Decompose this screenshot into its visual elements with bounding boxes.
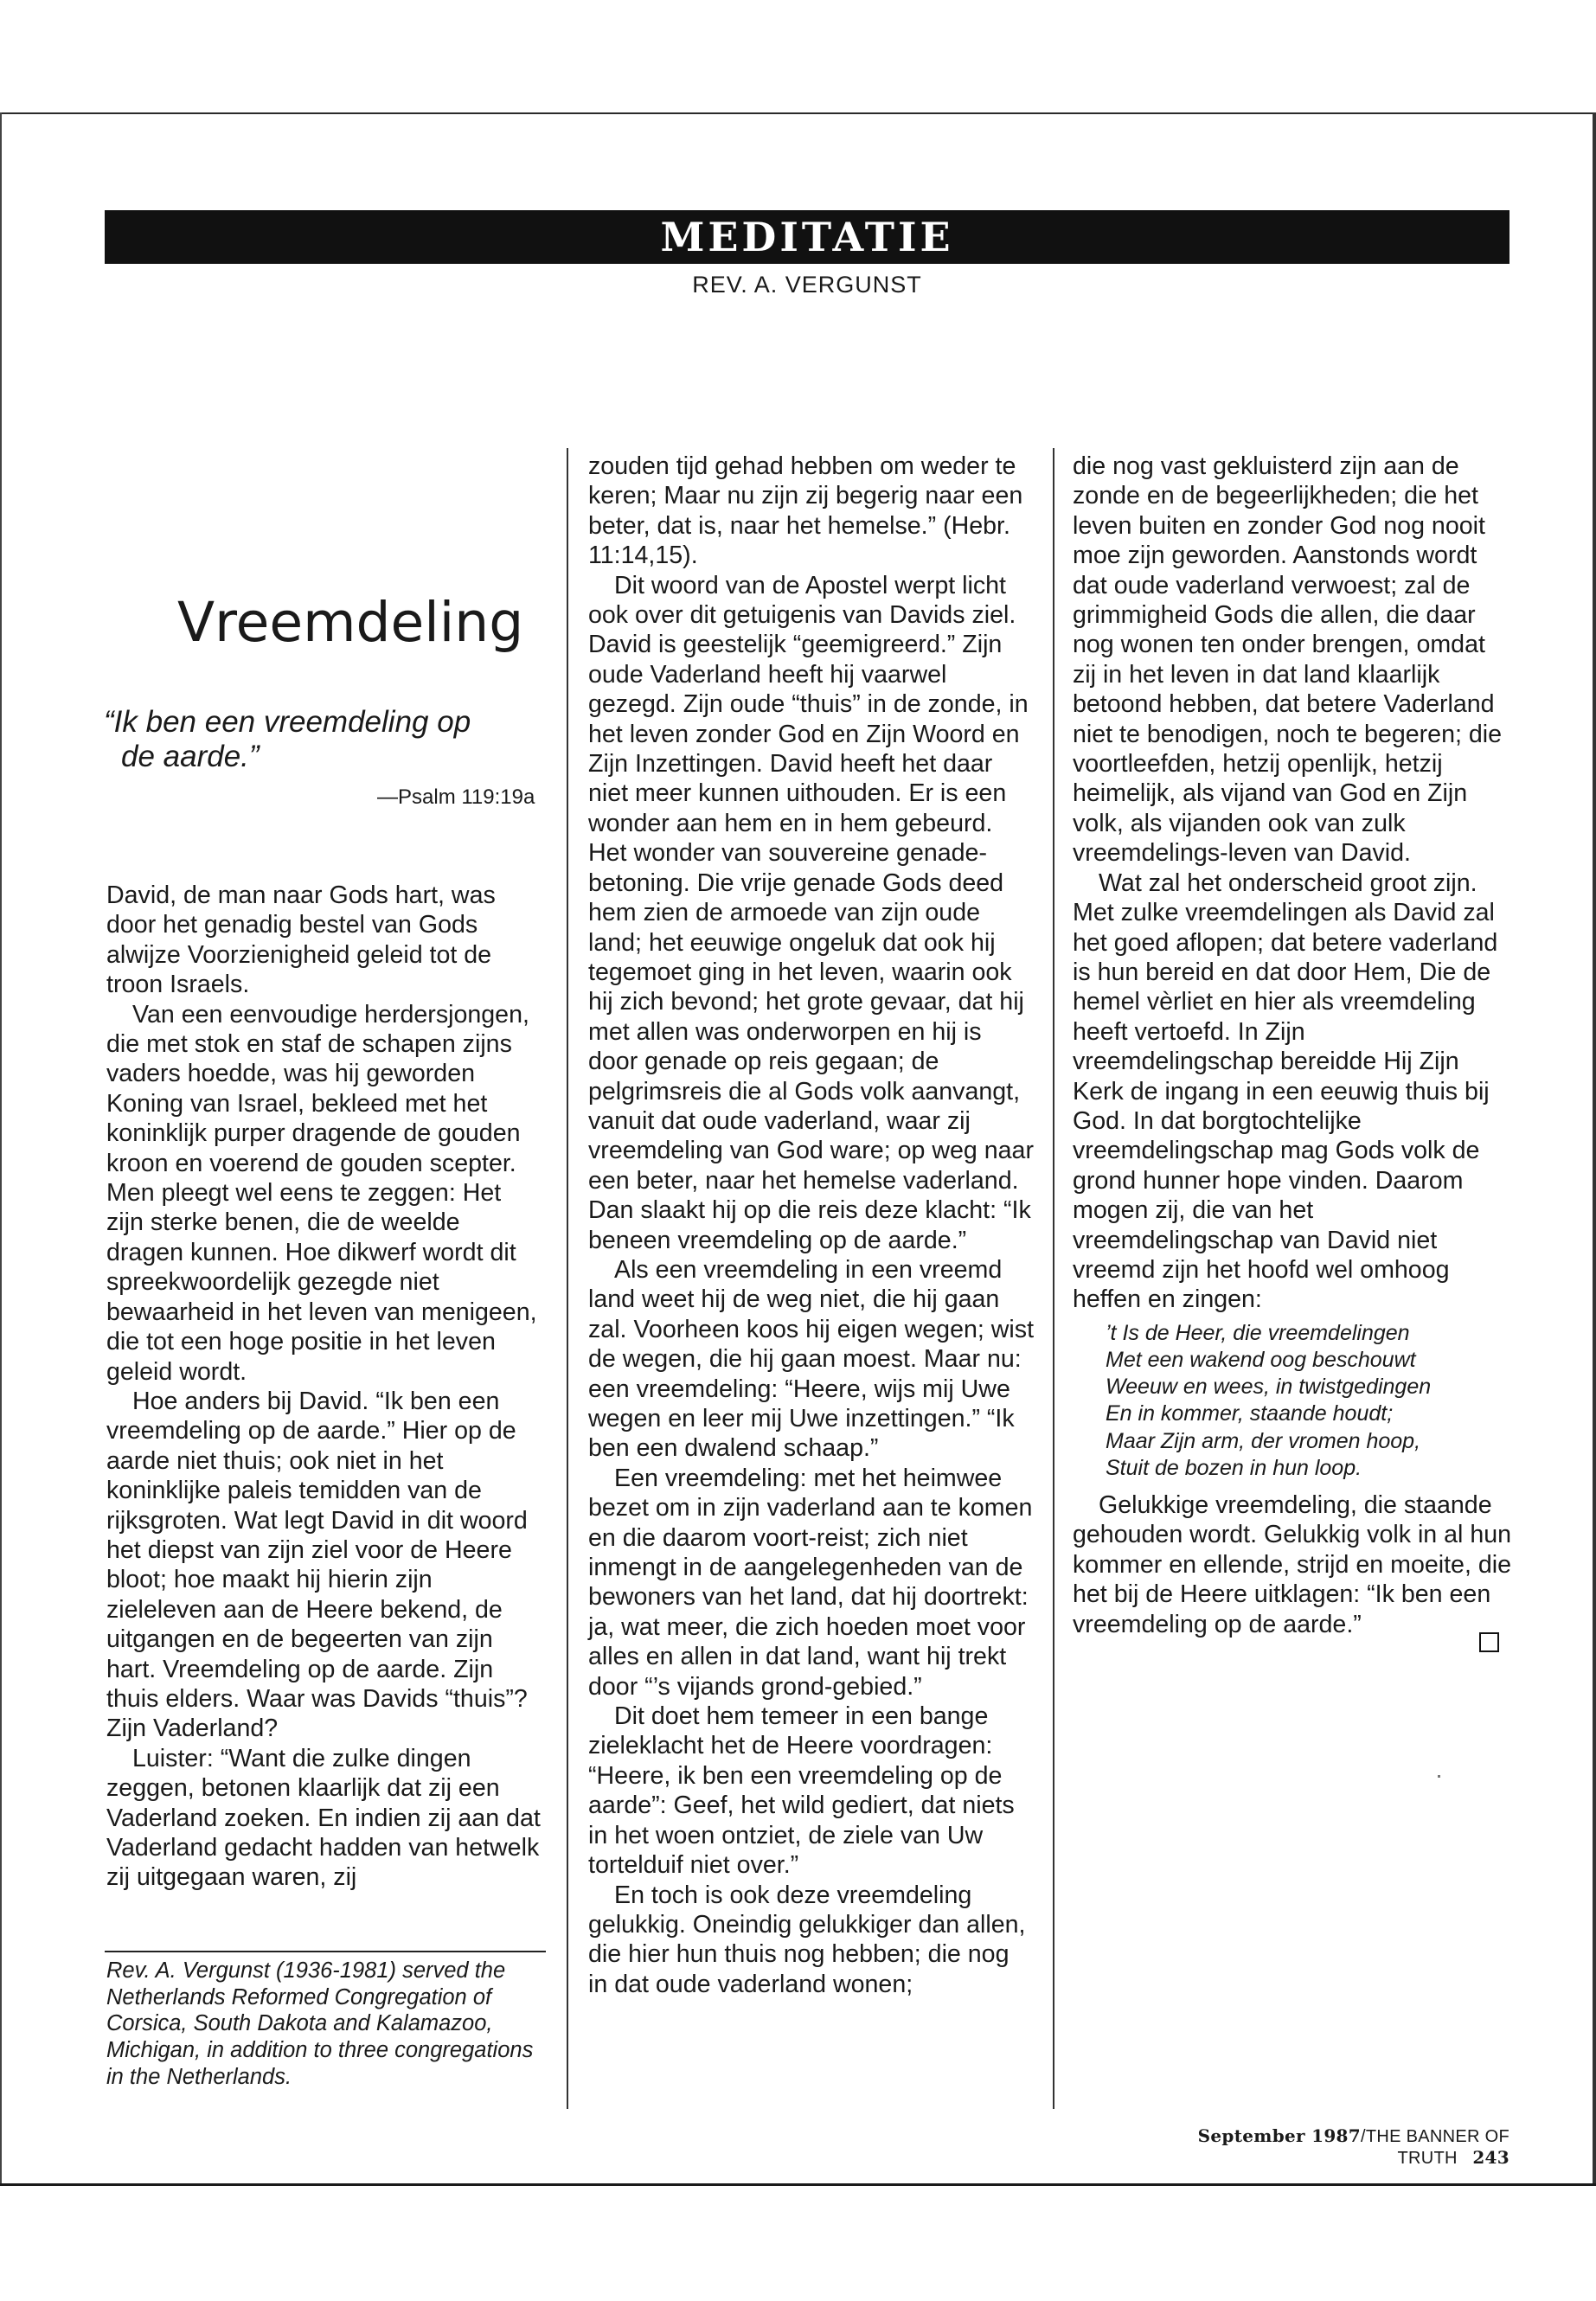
- epigraph-line: de aarde.”: [121, 740, 260, 773]
- section-banner: [105, 210, 1509, 264]
- verse-line: Stuit de bozen in hun loop.: [1106, 1455, 1362, 1480]
- page-number: 243: [1472, 2147, 1509, 2168]
- footer-publication: /THE BANNER OF TRUTH: [1361, 2127, 1509, 2168]
- psalm-verse: [1106, 1320, 1512, 1482]
- end-of-article-square-icon: [1479, 1632, 1499, 1652]
- epigraph-reference: —Psalm 119:19a: [377, 785, 535, 809]
- verse-line: En in kommer, staande houdt;: [1106, 1401, 1394, 1426]
- page-edge-right: [1593, 112, 1596, 2183]
- verse-line: Weeuw en wees, in twistgedingen: [1106, 1375, 1432, 1400]
- author-bio: [106, 1958, 543, 2091]
- page-edge-left: [0, 112, 2, 2183]
- verse-line: ’t Is de Heer, die vreemdelingen: [1106, 1320, 1410, 1345]
- page-edge-top: [0, 112, 1596, 114]
- column-divider: [567, 448, 568, 2109]
- epigraph-line: “Ik ben een vreemdeling op: [104, 705, 471, 739]
- paragraph: Dit doet hem temeer in een bange zieleklacht het de Heere voordragen: “Heere, ik ben een vreemdeling op de aarde”: Geef, het wild gediert, dat niets in het woen ontziet, de ziele van Uw tortelduif niet over.”: [588, 1702, 1015, 1880]
- column-1: [106, 881, 543, 1893]
- paragraph: Dit woord van de Apostel werpt licht ook over dit getuigenis van Davids ziel. David is geestelijk “geemigreerd.” Zijn oude Vaderland heeft hij vaarwel gezegd. Zijn oude “thuis” in de zonde, in het leven zonder God en Zijn Woord en Zijn Inzettingen. David heeft het daar niet meer kunnen uithouden. Er is een wonder aan hem en in hem gebeurd. Het wonder van souvereine genade-betoning. Die vrije genade Gods deed hem zien de armoede van zijn oude land; het eeuwige ongeluk dat ook hij tegemoet ging in het leven, waarin ook hij zich bevond; het grote gevaar, dat hij met allen was onderworpen en hij is door genade op reis gegaan; de pelgrimsreis die al Gods volk aanvangt, vanuit dat oude vaderland, waar zij vreemdeling van God ware; op weg naar een beter, naar het hemelse vaderland. Dan slaakt hij op die reis deze klacht: “Ik beneen vreemdeling op de aarde.”: [588, 571, 1034, 1254]
- paragraph: Luister: “Want die zulke dingen zeggen, betonen klaarlijk dat zij een Vaderland zoeken. En indien zij aan dat Vaderland gedacht hadden van hetwelk zij uitgegaan waren, zij: [106, 1744, 541, 1892]
- paragraph: En toch is ook deze vreemdeling gelukkig. Oneindig gelukkiger dan allen, die hier hun thuis nog hebben; die nog in dat oude vaderland wonen;: [588, 1881, 1026, 1998]
- section-title: MEDITATIE: [660, 214, 954, 260]
- paragraph: Gelukkige vreemdeling, die staande gehouden wordt. Gelukkig volk in al hun kommer en ellende, strijd en moeite, die het bij de Heere uitklagen: “Ik ben een vreemdeling op de aarde.”: [1073, 1491, 1512, 1638]
- paragraph: Wat zal het onderscheid groot zijn. Met zulke vreemdelingen als David zal het goed aflopen; dat betere vaderland is hun bereid en dat door Hem, Die de hemel vèrliet en hier als vreemdeling heeft vertoefd. In Zijn vreemdelingschap bereidde Hij Zijn Kerk de ingang in een eeuwig thuis bij God. In dat borgtochtelijke vreemdelingschap mag Gods volk de grond hunner hope vinden. Daarom mogen zij, die van het vreemdelingschap van David niet vreemd zijn het hoofd wel omhoog heffen en zingen:: [1073, 868, 1498, 1314]
- bio-divider: [105, 1951, 546, 1952]
- paragraph: Van een eenvoudige herdersjongen, die met stok en staf de schapen zijns vaders hoedde, was hij geworden Koning van Israel, bekleed met het koninklijk purper dragende de gouden kroon en voerend de gouden scepter. Men pleegt wel eens te zeggen: Het zijn sterke benen, die de weelde dragen kunnen. Hoe dikwerf wordt dit spreekwoordelijk gezegde niet bewaarheid in het leven van menigeen, die tot een hoge positie in het leven geleid wordt.: [106, 1000, 537, 1386]
- paragraph: Als een vreemdeling in een vreemd land weet hij de weg niet, die hij gaan zal. Voorheen koos hij eigen wegen; wist de wegen, die hij gaan moest. Maar nu: een vreemdeling: “Heere, wijs mij Uwe wegen en leer mij Uwe inzettingen.” “Ik ben een dwalend schaap.”: [588, 1255, 1035, 1463]
- paragraph: David, de man naar Gods hart, was door het genadig bestel van Gods alwijze Voorzienigheid geleid tot de troon Israels.: [106, 881, 496, 999]
- article-title: Vreemdeling: [177, 591, 524, 654]
- paragraph: Een vreemdeling: met het heimwee bezet om in zijn vaderland aan te komen en die daarom voort-reist; zich niet inmengt in de aangelegenheden van de bewoners van het land, dat hij doortrekt: ja, wat meer, die zich hoeden moet voor alles en allen in dat land, want hij trekt door “’s vijands grond-gebied.”: [588, 1464, 1033, 1701]
- footer-date: September 1987: [1197, 2125, 1361, 2146]
- verse-line: Met een wakend oog beschouwt: [1106, 1347, 1416, 1372]
- page-edge-bottom: [0, 2183, 1596, 2186]
- paragraph: die nog vast gekluisterd zijn aan de zonde en de begeerlijkheden; die het leven buiten en zonder God nog nooit moe zijn geworden. Aanstonds wordt dat oude vaderland verwoest; zal de grimmigheid Gods die allen, die daar nog wonen ten onder brengen, omdat zij in het leven in dat land klaarlijk betoond hebben, dat betere Vaderland niet te benodigen, noch te begeren; die voortleefden, hetzij openlijk, hetzij heimelijk, als vijand van God en Zijn volk, als vijanden ook van zulk vreemdelings-leven van David.: [1073, 452, 1503, 868]
- column-divider: [1053, 448, 1054, 2109]
- speck-mark: [1438, 1775, 1440, 1778]
- paragraph: zouden tijd gehad hebben om weder te keren; Maar nu zijn zij begerig naar een beter, dat is, naar het hemelse.” (Hebr. 11:14,15).: [588, 452, 1023, 570]
- column-2: [588, 452, 1034, 1999]
- author-byline: REV. A. VERGUNST: [692, 272, 922, 298]
- epigraph: [104, 705, 519, 774]
- column-3: [1073, 452, 1512, 1639]
- paragraph: Hoe anders bij David. “Ik ben een vreemdeling op de aarde.” Hier op de aarde niet thuis; ook niet in het koninklijke paleis temidden van de rijksgroten. Wat legt David in dit woord het diepst van zijn ziel voor de Heere bloot; hoe maakt hij hierin zijn zieleleven aan de Heere bekend, de uitgangen en de begeerten van zijn hart. Vreemdeling op de aarde. Zijn thuis elders. Waar was Davids “thuis”? Zijn Vaderland?: [106, 1387, 528, 1743]
- verse-line: Maar Zijn arm, der vromen hoop,: [1106, 1428, 1421, 1453]
- page-footer: [1116, 2125, 1509, 2169]
- bio-text: Rev. A. Vergunst (1936-1981) served the Netherlands Reformed Congregation of Corsica, South Dakota and Kalamazoo, Michigan, in addition to three congregations in the Netherlands.: [106, 1958, 534, 2089]
